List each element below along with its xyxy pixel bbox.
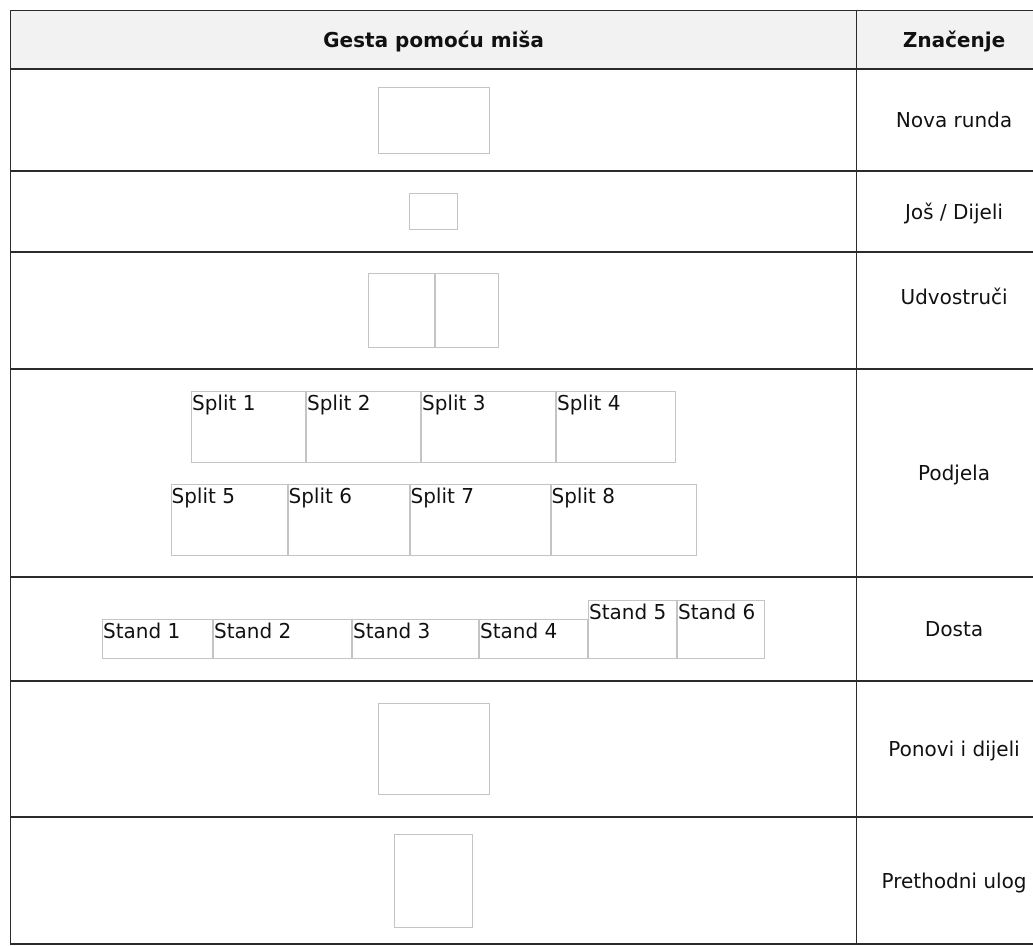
gesture-cell xyxy=(11,682,857,816)
gesture-image-split-7: Split 7 xyxy=(410,484,551,556)
gesture-image-stand-3: Stand 3 xyxy=(352,619,479,659)
gesture-image-split-1: Split 1 xyxy=(191,391,306,463)
gesture-image-previous-bet xyxy=(394,834,473,928)
table-row xyxy=(11,70,1033,172)
meaning-cell: Podjela xyxy=(918,461,990,485)
column-header-gesture: Gesta pomoću miša xyxy=(11,11,857,68)
gesture-cell xyxy=(11,818,857,943)
gesture-image-stand-4: Stand 4 xyxy=(479,619,588,659)
gesture-image-split-5: Split 5 xyxy=(171,484,288,556)
stand-gesture-line xyxy=(102,600,765,659)
gesture-image-stand-6: Stand 6 xyxy=(677,600,765,659)
gesture-cell xyxy=(11,172,857,251)
gesture-image-hit-deal xyxy=(409,193,458,230)
gesture-image-split-6: Split 6 xyxy=(288,484,410,556)
table-row xyxy=(11,370,1033,578)
mouse-gesture-table xyxy=(10,10,1033,945)
gesture-image-stand-2: Stand 2 xyxy=(213,619,352,659)
gesture-image-double-1 xyxy=(368,273,435,348)
gesture-image-split-8: Split 8 xyxy=(551,484,697,556)
meaning-cell: Ponovi i dijeli xyxy=(888,737,1020,761)
gesture-image-rebet-deal xyxy=(378,703,490,795)
table-row xyxy=(11,253,1033,370)
column-header-meaning: Značenje xyxy=(902,27,1006,52)
table-row xyxy=(11,682,1033,818)
gesture-cell xyxy=(11,70,857,170)
gesture-image-split-3: Split 3 xyxy=(421,391,556,463)
gesture-cell xyxy=(11,370,857,576)
gesture-cell xyxy=(11,253,857,368)
table-header-row xyxy=(11,11,1033,70)
meaning-cell: Udvostruči xyxy=(900,284,1008,309)
gesture-image-group xyxy=(368,273,499,348)
gesture-image-double-2 xyxy=(435,273,499,348)
gesture-image-stand-1: Stand 1 xyxy=(102,619,213,659)
gesture-image-split-4: Split 4 xyxy=(556,391,676,463)
meaning-cell: Prethodni ulog xyxy=(881,868,1027,893)
split-gesture-line-1 xyxy=(191,391,676,463)
meaning-cell: Dosta xyxy=(924,617,984,641)
table-row xyxy=(11,172,1033,253)
gesture-cell xyxy=(11,578,857,680)
table-row xyxy=(11,578,1033,682)
table-row xyxy=(11,818,1033,945)
meaning-cell: Nova runda xyxy=(895,108,1013,132)
gesture-image-stand-5: Stand 5 xyxy=(588,600,677,659)
split-gesture-line-2 xyxy=(171,484,697,556)
gesture-image-split-2: Split 2 xyxy=(306,391,421,463)
gesture-image-new-round xyxy=(378,87,490,154)
meaning-cell: Još / Dijeli xyxy=(905,199,1003,224)
